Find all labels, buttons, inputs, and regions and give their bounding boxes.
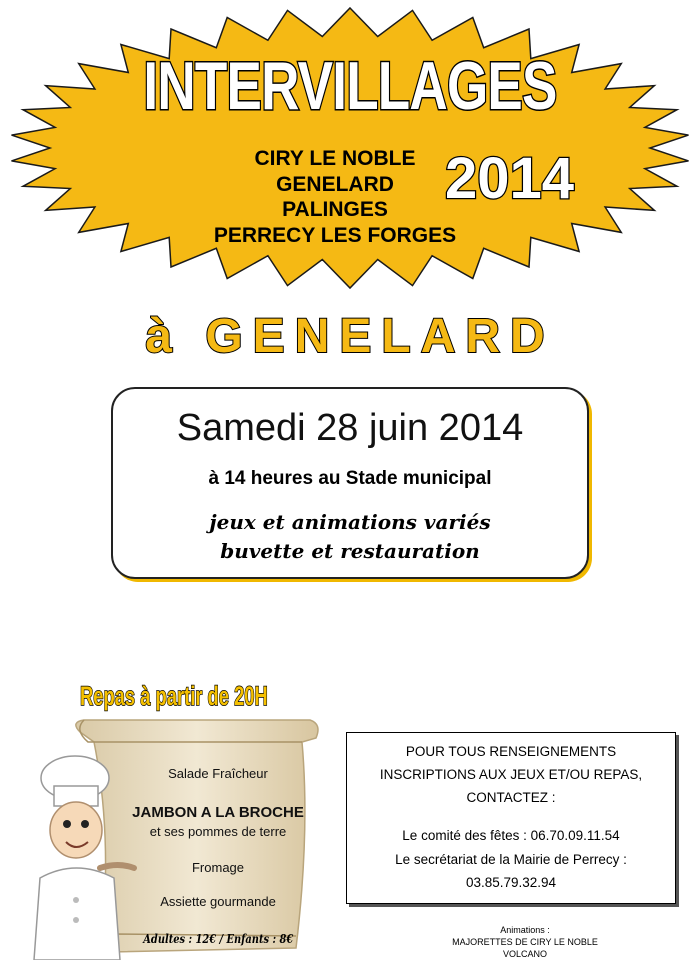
menu-item: Fromage: [191, 860, 245, 875]
village-name: GENELARD: [276, 172, 394, 196]
event-activities: [113, 508, 587, 566]
menu-item-main: JAMBON A LA BROCHE: [132, 804, 304, 821]
menu-item: Assiette gourmande: [160, 894, 276, 909]
contact-committee: Le comité des fêtes : 06.70.09.11.54: [402, 828, 620, 843]
info-line: INSCRIPTIONS AUX JEUX ET/OU REPAS,: [379, 767, 643, 782]
contact-mairie-phone: 03.85.79.32.94: [465, 875, 557, 890]
meal-title: Repas à partir de 20H: [80, 681, 268, 711]
event-time-place: à 14 heures au Stade municipal: [208, 468, 492, 489]
animation-item: VOLCANO: [502, 949, 547, 959]
activity-line: jeux et animations variés: [209, 510, 491, 534]
activity-line: buvette et restauration: [220, 539, 480, 563]
event-location: à GENELARD: [145, 310, 555, 363]
info-box: [346, 732, 676, 904]
menu-item: et ses pommes de terre: [149, 824, 287, 839]
animations-list: [395, 924, 655, 960]
info-line: CONTACTEZ :: [466, 790, 556, 805]
village-name: CIRY LE NOBLE: [254, 147, 416, 170]
animations-label: Animations :: [500, 925, 550, 935]
village-name: PERRECY LES FORGES: [213, 223, 457, 247]
meal-prices: Adultes : 12€ / Enfants : 8€: [143, 932, 294, 946]
contact-mairie: Le secrétariat de la Mairie de Perrecy :: [395, 852, 627, 867]
chef-illustration: [30, 750, 140, 960]
menu-item: Salade Fraîcheur: [168, 766, 268, 781]
village-list: [185, 146, 485, 248]
village-name: PALINGES: [282, 198, 388, 221]
event-date: Samedi 28 juin 2014: [176, 407, 524, 449]
event-details-box: [111, 387, 589, 579]
animation-item: MAJORETTES DE CIRY LE NOBLE: [452, 937, 598, 947]
event-year: 2014: [445, 146, 575, 211]
page-title: INTERVILLAGES: [143, 48, 557, 124]
info-line: POUR TOUS RENSEIGNEMENTS: [405, 744, 617, 759]
